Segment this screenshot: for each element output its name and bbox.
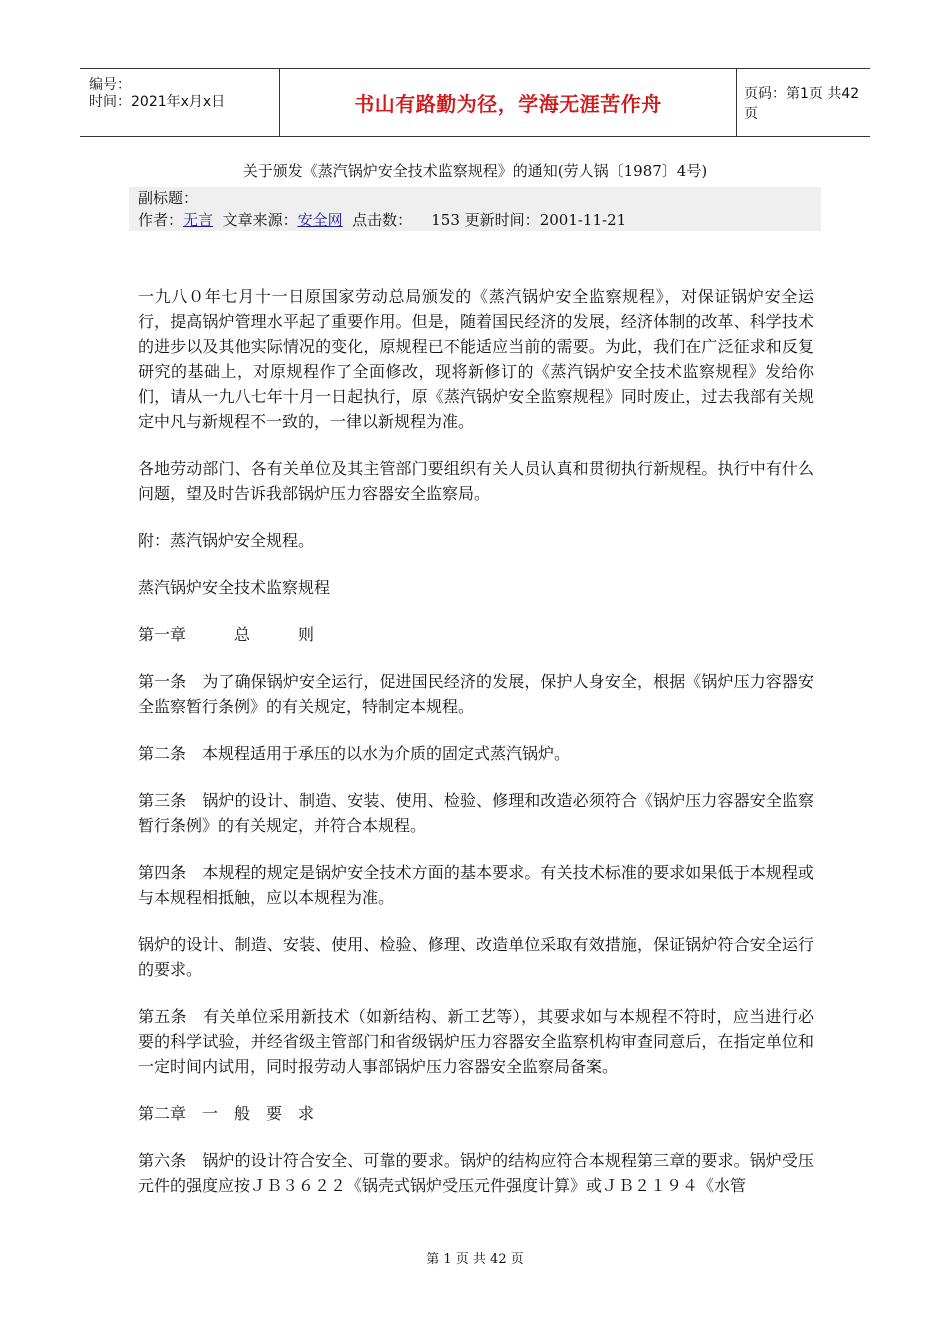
hits-label: 点击数： [352,211,413,229]
document-body [138,284,814,1220]
time-label: 时间：2021年x月x日 [89,94,226,110]
paragraph: 第四条 本规程的规定是锅炉安全技术方面的基本要求。有关技术标准的要求如果低于本规程或与本规程相抵触，应以本规程为准。 [138,863,814,907]
paragraph: 第五条 有关单位采用新技术（如新结构、新工艺等），其要求如与本规程不符时，应当进行必要的科学试验，并经省级主管部门和省级锅炉压力容器安全监察机构审查同意后，在指定单位和一定时间内试用，同时报劳动人事部锅炉压力容器安全监察局备案。 [138,1007,814,1076]
paragraph: 附：蒸汽锅炉安全规程。 [138,531,315,550]
subtitle-row [129,187,821,209]
hits-count: 153 [431,211,460,229]
paragraph: 第一条 为了确保锅炉安全运行，促进国民经济的发展，保护人身安全，根据《锅炉压力容器安全监察暂行条例》的有关规定，特制定本规程。 [138,672,814,716]
article-title: 关于颁发《蒸汽锅炉安全技术监察规程》的通知(劳人锅〔1987〕4号) [242,162,708,180]
source-link[interactable]: 安全网 [297,211,343,229]
update-label: 更新时间： [464,211,540,229]
paragraph: 第二条 本规程适用于承压的以水为介质的固定式蒸汽锅炉。 [138,744,571,763]
header-left-cell [80,69,279,136]
paragraph: 锅炉的设计、制造、安装、使用、检验、修理、改造单位采取有效措施，保证锅炉符合安全运行的要求。 [138,935,814,979]
paragraph: 第三条 锅炉的设计、制造、安装、使用、检验、修理和改造必须符合《锅炉压力容器安全监察暂行条例》的有关规定，并符合本规程。 [138,791,814,835]
number-label: 编号： [89,77,131,93]
chapter-heading: 第一章 总 则 [138,625,315,644]
chapter-heading: 第二章 一 般 要 求 [138,1104,315,1123]
motto-text: 书山有路勤为径，学海无涯苦作舟 [354,92,662,116]
header-motto-cell [279,69,737,136]
update-time: 2001-11-21 [539,211,627,229]
article-info-text [138,209,626,231]
paragraph: 第六条 锅炉的设计符合安全、可靠的要求。锅炉的结构应符合本规程第三章的要求。锅炉受压元件的强度应按ＪＢ３６２２《锅壳式锅炉受压元件强度计算》或ＪＢ２１９４《水管 [138,1151,814,1195]
article-info-row [129,209,821,231]
author-link[interactable]: 无言 [183,211,214,229]
author-label: 作者： [138,211,184,229]
paragraph: 蒸汽锅炉安全技术监察规程 [138,578,331,597]
source-label: 文章来源： [222,211,298,229]
document-header [80,68,870,137]
paragraph: 各地劳动部门、各有关单位及其主管部门要组织有关人员认真和贯彻执行新规程。执行中有什么问题，望及时告诉我部锅炉压力容器安全监察局。 [138,459,814,503]
subtitle-label: 副标题： [138,189,199,207]
header-right-cell [736,69,870,136]
page-footer: 第 1 页 共 42 页 [426,1252,524,1267]
paragraph: 一九八０年七月十一日原国家劳动总局颁发的《蒸汽锅炉安全监察规程》，对保证锅炉安全运行，提高锅炉管理水平起了重要作用。但是，随着国民经济的发展，经济体制的改革、科学技术的进步以及其他实际情况的变化，原规程已不能适应当前的需要。为此，我们在广泛征求和反复研究的基础上，对原规程作了全面修改，现将新修订的《蒸汽锅炉安全技术监察规程》发给你们，请从一九八七年十月一日起执行，原《蒸汽锅炉安全监察规程》同时废止，过去我部有关规定中凡与新规程不一致的，一律以新规程为准。 [138,287,814,431]
page-info: 页码：第1页 共42页 [744,85,860,122]
